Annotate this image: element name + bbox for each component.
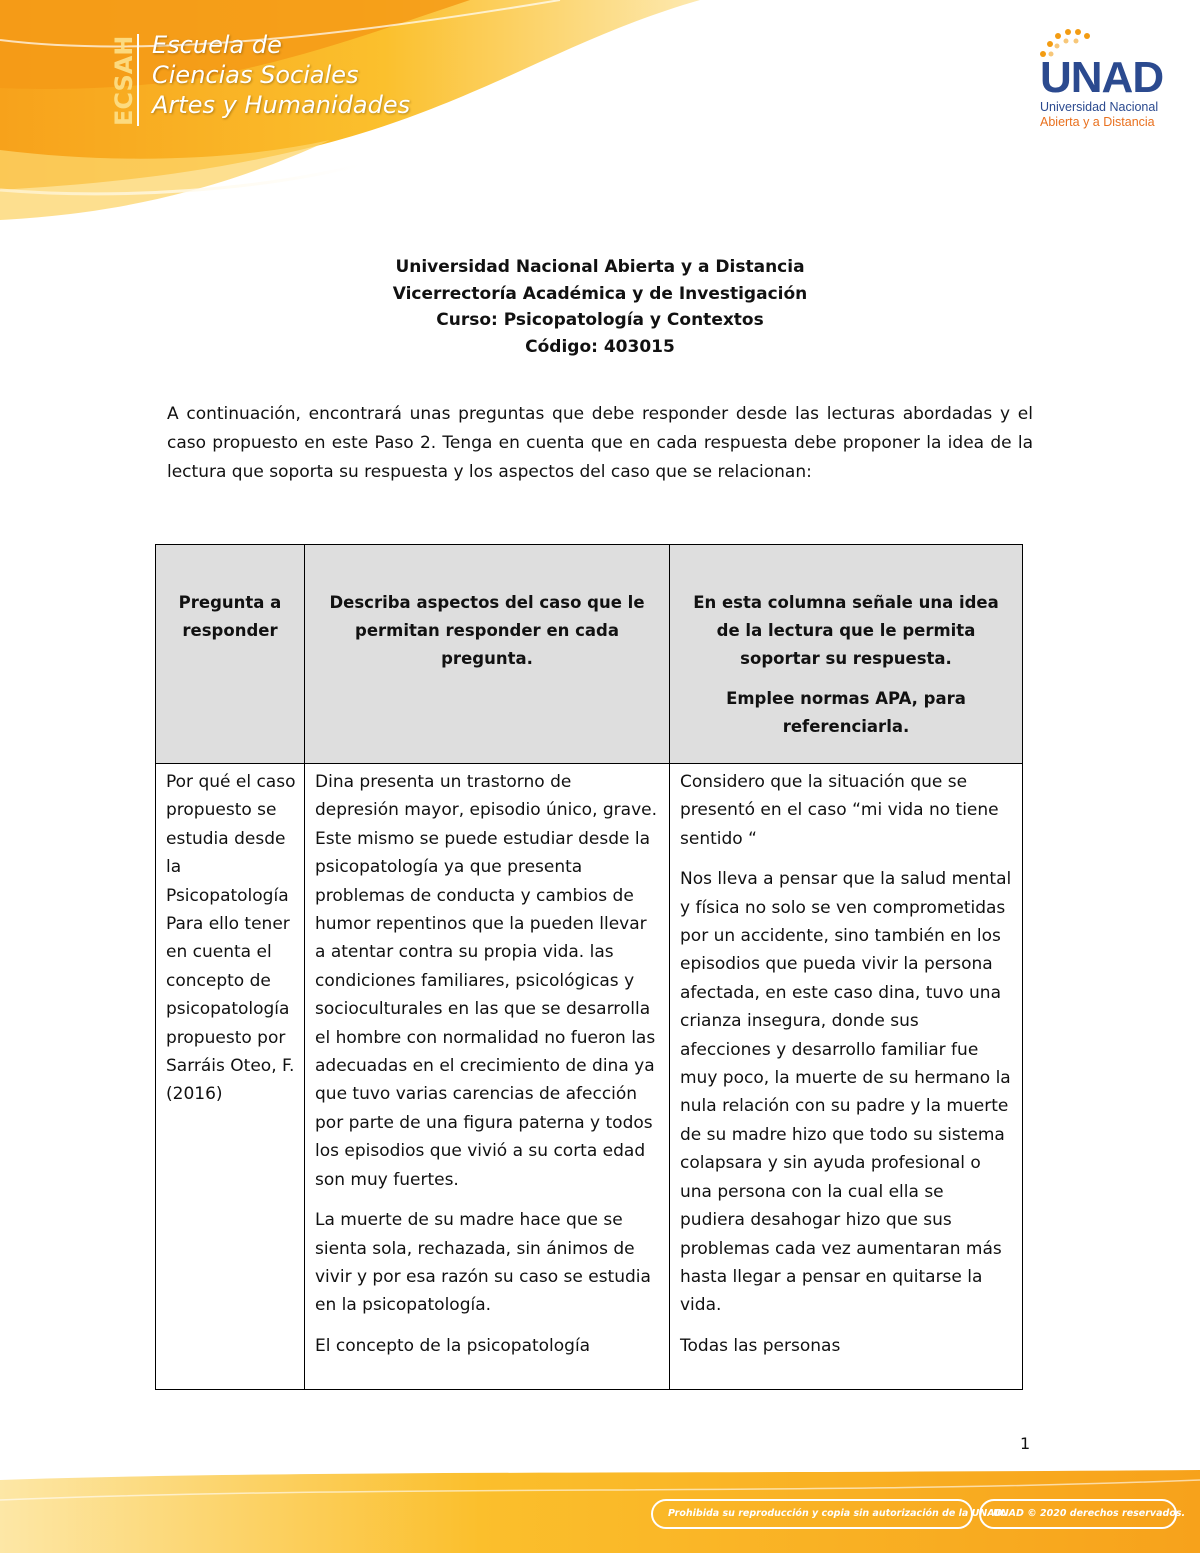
unad-wordmark: UNAD	[1040, 53, 1164, 102]
title-vicerrectoria: Vicerrectoría Académica y de Investigación	[392, 283, 808, 304]
footer-rights: UNAD © 2020 derechos reservados.	[993, 1508, 1186, 1519]
ecsah-vertical-mark	[108, 30, 140, 130]
table-header-row	[156, 545, 1023, 764]
case-aspects-p1: Dina presenta un trastorno de depresión mayor, episodio único, grave. Este mismo se puede estudiar desde la psicopatología ya que presenta problemas de conducta y cambios de humor repentinos que la pueden llevar a atentar contra su propia vida. las condiciones familiares, psicológicas y socioculturales en las que se desarrolla el hombre con normalidad no fueron las adecuadas en el crecimiento de dina ya que tuvo varias carencias de afección por parte de una figura paterna y todos los episodios que vivió a su corta edad son muy fuertes.	[315, 772, 658, 1190]
title-course: Curso: Psicopatología y Contextos	[436, 310, 764, 330]
unad-logo-caption	[1040, 100, 1158, 130]
cell-reading-idea	[670, 764, 1023, 1390]
reading-idea-p2: Nos lleva a pensar que la salud mental y física no solo se ven comprometidas por un accidente, sino también en los episodios que pueda vivir la persona afectada, en este caso dina, tuvo una crianza insegura, donde sus afecciones y desarrollo familiar fue muy poco, la muerte de su hermano la nula relación con su padre y la muerte de su madre hizo que todo su sistema colapsara y sin ayuda profesional o una persona con la cual ella se pudiera desahogar hizo que sus problemas cada vez aumentaran más hasta llegar a pensar en quitarse la vida.	[680, 869, 1012, 1316]
title-university: Universidad Nacional Abierta y a Distancia	[395, 257, 805, 277]
logo-line-2: Abierta y a Distancia	[1040, 115, 1155, 129]
reading-idea-p1: Considero que la situación que se presentó en el caso “mi vida no tiene sentido “	[680, 772, 999, 849]
case-aspects-p2: La muerte de su madre hace que se sienta sola, rechazada, sin ánimos de vivir y por esa razón su caso se estudia en la psicopatología.	[315, 1210, 651, 1316]
cell-case-aspects	[305, 764, 670, 1390]
header-case-aspects: Describa aspectos del caso que le permitan responder en cada pregunta.	[305, 545, 670, 764]
reading-idea-p3: Todas las personas	[680, 1335, 841, 1356]
case-aspects-p3: El concepto de la psicopatología	[315, 1335, 591, 1356]
header-reading-idea-p2: Emplee normas APA, para referenciarla.	[726, 689, 966, 736]
header-reading-idea-p1: En esta columna señale una idea de la lectura que le permita soportar su respuesta.	[693, 593, 999, 668]
school-line-3: Artes y Humanidades	[152, 91, 411, 119]
intro-paragraph: A continuación, encontrará unas preguntas que debe responder desde las lecturas abordadas y el caso propuesto en este Paso 2. Tenga en cuenta que en cada respuesta debe proponer la idea de la lectura que soporta su respuesta y los aspectos del caso que se relacionan:	[167, 404, 1033, 482]
school-name	[152, 30, 410, 120]
school-line-2: Ciencias Sociales	[152, 61, 359, 89]
logo-line-1: Universidad Nacional	[1040, 100, 1159, 114]
header-question: Pregunta a responder	[156, 545, 305, 764]
table-row	[156, 764, 1023, 1390]
header-banner	[0, 0, 1200, 230]
footer-copyright-notice: Prohibida su reproducción y copia sin autorización de la UNAD.	[668, 1508, 1007, 1519]
header-reading-idea	[670, 545, 1023, 764]
ecsah-label: ECSAH	[110, 35, 138, 126]
document-titles	[0, 254, 1200, 360]
questions-table	[155, 544, 1023, 1390]
page-number: 1	[1020, 1434, 1031, 1453]
title-code: Código: 403015	[525, 336, 675, 357]
school-line-1: Escuela de	[152, 31, 282, 59]
cell-question: Por qué el caso propuesto se estudia desde la Psicopatología Para ello tener en cuenta el concepto de psicopatología propuesto por Sarráis Oteo, F. (2016)	[156, 764, 305, 1390]
